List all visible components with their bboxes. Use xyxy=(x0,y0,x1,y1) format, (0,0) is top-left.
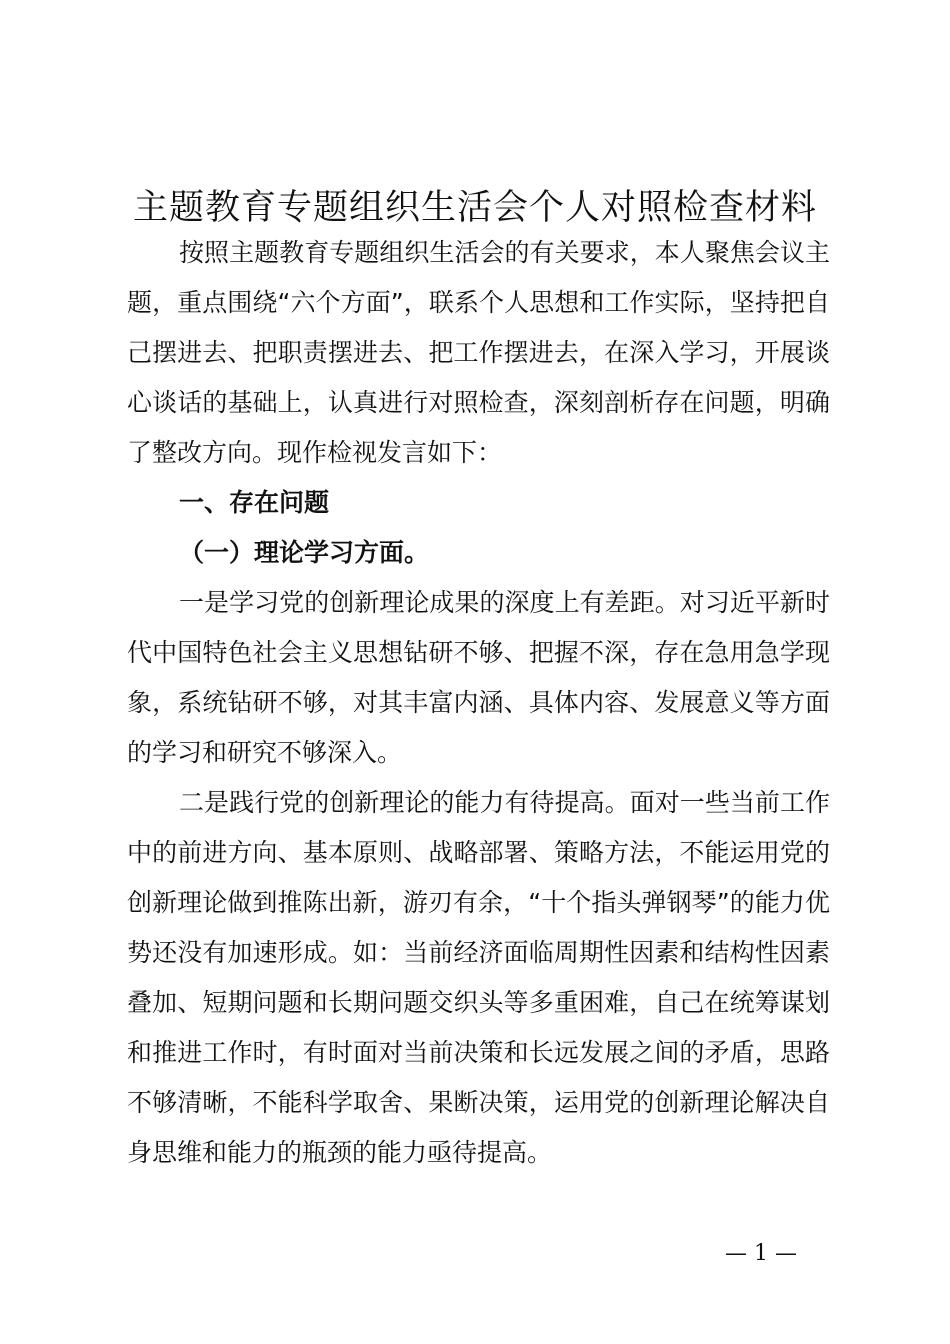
document-body xyxy=(127,228,830,1178)
body-paragraph-1: 一是学习党的创新理论成果的深度上有差距。对习近平新时代中国特色社会主义思想钻研不够、把握不深，存在急用急学现象，系统钻研不够，对其丰富内涵、具体内容、发展意义等方面的学习和研究不够深入。 xyxy=(127,588,830,767)
section-heading: 一、存在问题 xyxy=(179,488,330,517)
page-number: — 1 — xyxy=(725,1241,797,1266)
intro-paragraph: 按照主题教育专题组织生活会的有关要求，本人聚焦会议主题，重点围绕“六个方面”，联系个人思想和工作实际，坚持把自己摆进去、把职责摆进去、把工作摆进去，在深入学习，开展谈心谈话的基础上，认真进行对照检查，深刻剖析存在问题，明确了整改方向。现作检视发言如下： xyxy=(127,238,830,467)
body-paragraph-2: 二是践行党的创新理论的能力有待提高。面对一些当前工作中的前进方向、基本原则、战略部署、策略方法，不能运用党的创新理论做到推陈出新，游刃有余，“十个指头弹钢琴”的能力优势还没有加速形成。如：当前经济面临周期性因素和结构性因素叠加、短期问题和长期问题交织头等多重困难，自己在统筹谋划和推进工作时，有时面对当前决策和长远发展之间的矛盾，思路不够清晰，不能科学取舍、果断决策，运用党的创新理论解决自身思维和能力的瓶颈的能力亟待提高。 xyxy=(127,788,830,1167)
document-title: 主题教育专题组织生活会个人对照检查材料 xyxy=(132,188,817,228)
subsection-heading: （一）理论学习方面。 xyxy=(179,538,430,567)
